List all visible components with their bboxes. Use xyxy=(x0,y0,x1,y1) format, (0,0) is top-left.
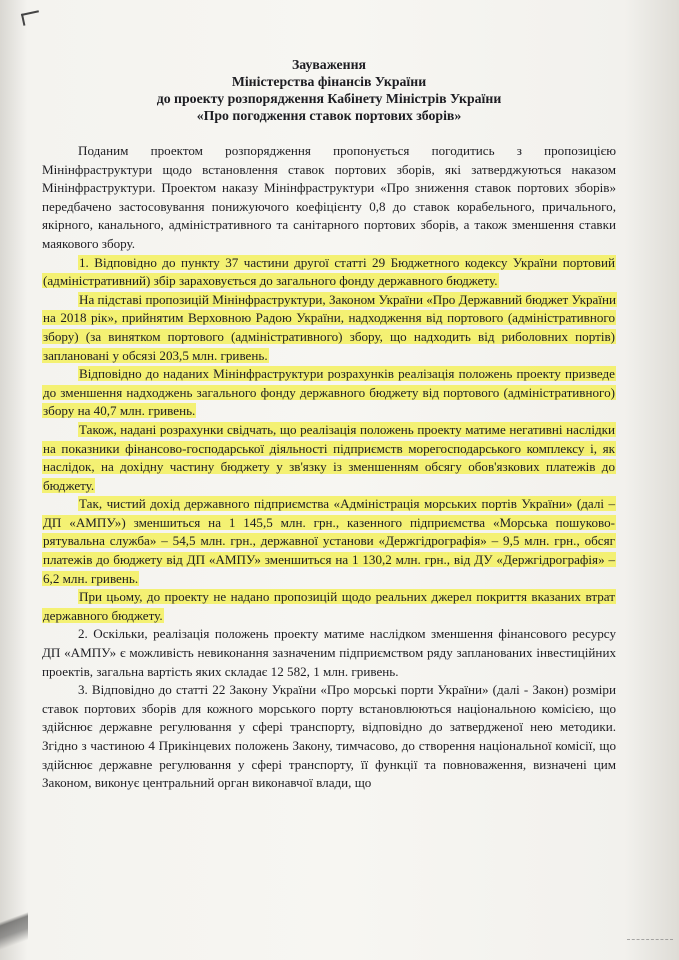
title-line-3: до проекту розпорядження Кабінету Міністрів України xyxy=(156,91,502,106)
title-line-4: «Про погодження ставок портових зборів» xyxy=(196,108,462,123)
highlight: Так, чистий дохід державного підприємства «Адміністрація морських портів України» (далі – ДП «АМПУ») зменшиться на 1 145,5 млн. грн., казенного підприємства «Морська пошуково-рятувальна служба» – 54,5 млн. грн., державної установи «Держгідрографія» – 9,5 млн. грн., обсяг платежів до бюджету від ДП «АМПУ» зменшиться на 1 130,2 млн. грн., від ДУ «Держгідрографія» – 6,2 млн. гривень. xyxy=(43,496,615,586)
binding-shadow xyxy=(0,890,28,960)
document-title xyxy=(42,56,616,124)
highlight: Відповідно до наданих Мінінфраструктури розрахунків реалізація положень проекту призведе до зменшення надходжень загального фонду державного бюджету від портового (адміністративного) збору на 40,7 млн. гривень. xyxy=(43,366,615,419)
page-edge-mark xyxy=(627,939,673,954)
title-line-2: Міністерства фінансів України xyxy=(231,74,427,89)
paragraph-no-sources xyxy=(42,588,616,625)
paragraph-point-3: 3. Відповідно до статті 22 Закону України «Про морські порти України» (далі - Закон) розміри ставок портових зборів для кожного морського порту встановлюються національною комісією, що здійснює державне регулювання у сфері транспорту, відповідно до затвердженої нею методики. Згідно з частиною 4 Прикінцевих положень Закону, тимчасово, до створення національної комісії, що здійснює державне регулювання у сфері транспорту, її функції та повноваження, визначені цим Законом, виконує центральний орган виконавчої влади, що xyxy=(42,682,616,791)
paragraph-intro: Поданим проектом розпорядження пропонується погодитись з пропозицією Мінінфраструктури щодо встановлення ставок портових зборів, які затверджуються наказом Мінінфраструктури. Проектом наказу Мінінфраструктури «Про зниження ставок портових зборів» передбачено застосовування понижуючого коефіцієнту 0,8 до ставок корабельного, причального, якірного, канального, адміністративного та санітарного портових зборів, а також зменшення ставки маякового збору. xyxy=(42,143,616,251)
highlight: Також, надані розрахунки свідчать, що реалізація положень проекту матиме негативні наслідки на показники фінансово-господарської діяльності підприємств морегосподарського комплексу і, як наслідок, на дохідну частину бюджету у зв'язку із зменшенням обсягу обов'язкових платежів до бюджету. xyxy=(43,421,615,493)
highlight: 1. Відповідно до пункту 37 частини другої статті 29 Бюджетного кодексу України портовий (адміністративний) збір зараховується до загального фонду державного бюджету. xyxy=(43,254,615,289)
paragraph-budget-law xyxy=(42,291,616,365)
paragraph-negative-effects xyxy=(42,421,616,495)
highlight: На підставі пропозицій Мінінфраструктури, Законом України «Про Державний бюджет України на 2018 рік», прийнятим Верховною Радою України, надходження від портового (адміністративного збору) (за винятком портового (адміністративного) збору, що надходить від риболовних портів) заплановані у обсязі 203,5 млн. гривень. xyxy=(43,291,616,363)
paragraph-point-1 xyxy=(42,254,616,291)
paragraph-revenue-reduction xyxy=(42,365,616,421)
paragraph-point-2: 2. Оскільки, реалізація положень проекту матиме наслідком зменшення фінансового ресурсу ДП «АМПУ» є можливість невиконання зазначеним підприємством ряду запланованих інвестиційних проектів, загальна вартість яких складає 12 582, 1 млн. гривень. xyxy=(42,626,616,679)
document-body xyxy=(42,56,616,793)
paragraph-net-income xyxy=(42,495,616,588)
corner-mark xyxy=(21,10,41,25)
title-line-1: Зауваження xyxy=(291,57,367,72)
highlight: При цьому, до проекту не надано пропозицій щодо реальних джерел покриття вказаних втрат державного бюджету. xyxy=(43,589,615,623)
